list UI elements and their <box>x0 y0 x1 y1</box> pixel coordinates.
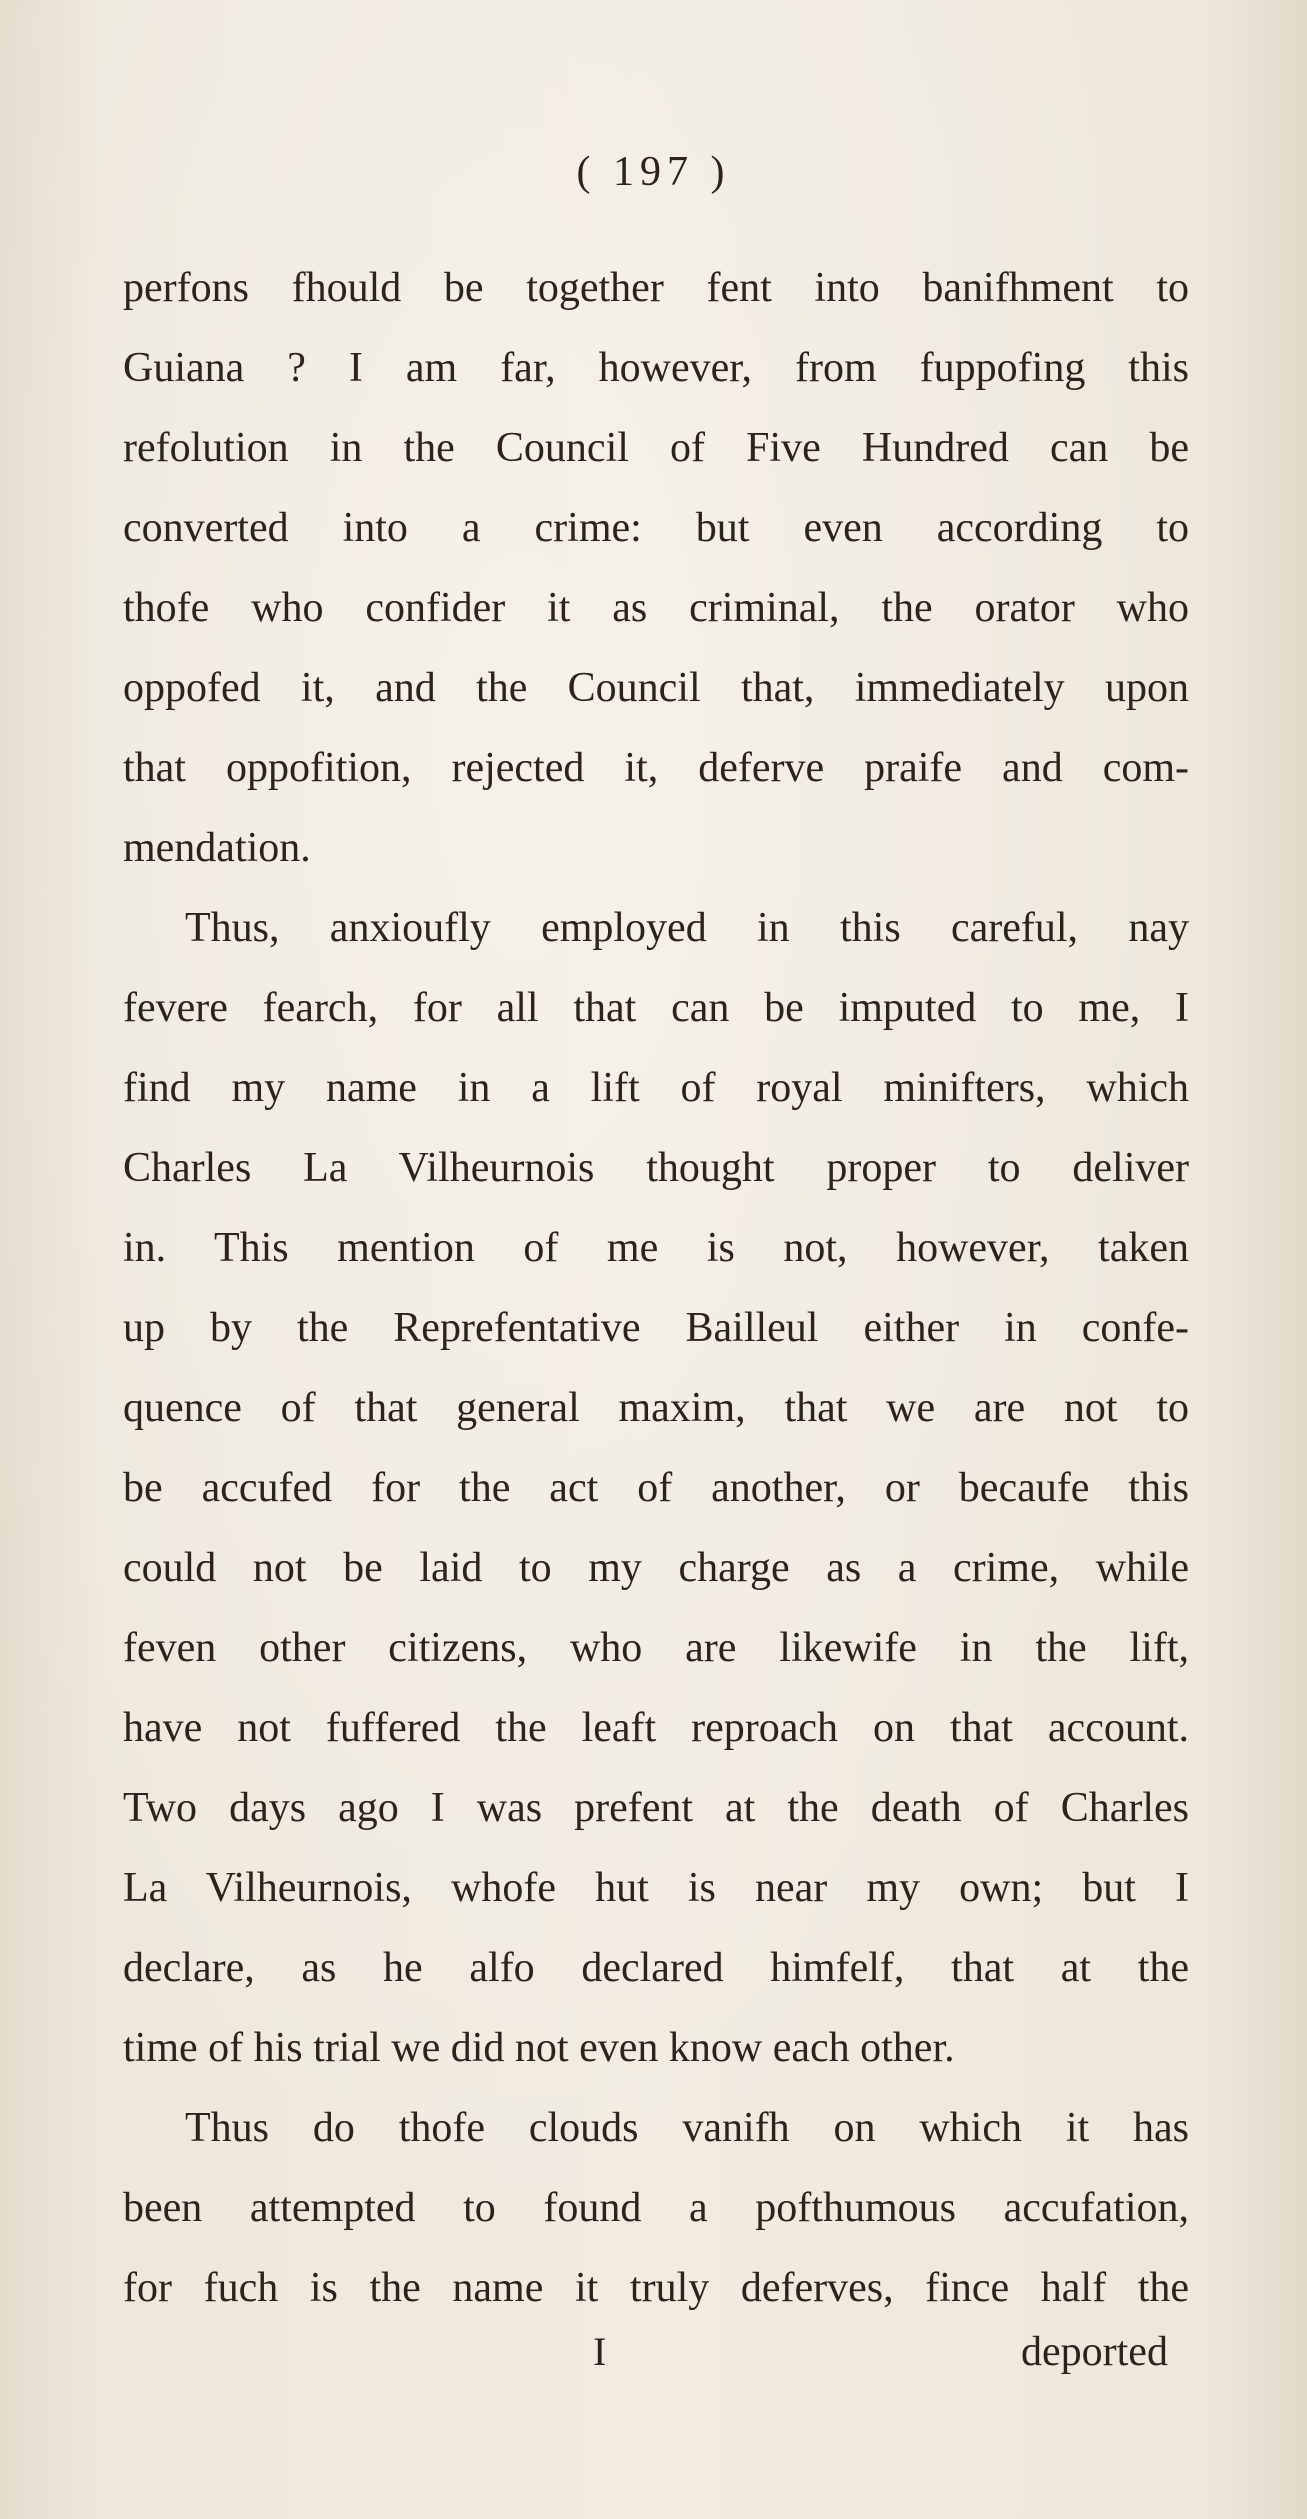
signature-mark: I <box>593 2329 607 2374</box>
text-line: refolution in the Council of Five Hundred can be <box>123 425 1189 471</box>
text-line: have not fuffered the leaft reproach on that account. <box>123 1705 1189 1751</box>
text-line: in. This mention of me is not, however, taken <box>123 1225 1189 1271</box>
text-line: could not be laid to my charge as a crime, while <box>123 1545 1189 1591</box>
page-number: ( 197 ) <box>576 149 731 195</box>
text-line: quence of that general maxim, that we are not to <box>123 1385 1189 1431</box>
text-line: converted into a crime: but even according to <box>123 505 1189 551</box>
text-line: feven other citizens, who are likewife in the lift, <box>123 1625 1189 1671</box>
body-text <box>123 248 1189 2375</box>
text-line: mendation. <box>123 825 311 871</box>
page-footer <box>123 2328 1189 2408</box>
text-line-paragraph-start: Thus, anxioufly employed in this careful, nay <box>185 905 1189 951</box>
text-line: Guiana ? I am far, however, from fuppofing this <box>123 345 1189 391</box>
text-line: for fuch is the name it truly deferves, fince half the <box>123 2265 1189 2311</box>
text-line: be accufed for the act of another, or becaufe this <box>123 1465 1189 1511</box>
text-line: Charles La Vilheurnois thought proper to deliver <box>123 1145 1189 1191</box>
text-line: perfons fhould be together fent into banifhment to <box>123 265 1189 311</box>
text-line: time of his trial we did not even know each other. <box>123 2025 955 2071</box>
text-line: oppofed it, and the Council that, immediately upon <box>123 665 1189 711</box>
text-line: that oppofition, rejected it, deferve praife and com- <box>123 745 1189 791</box>
text-line: thofe who confider it as criminal, the orator who <box>123 585 1189 631</box>
text-line: up by the Reprefentative Bailleul either in confe- <box>123 1305 1189 1351</box>
text-line: find my name in a lift of royal minifters, which <box>123 1065 1189 1111</box>
text-line: Two days ago I was prefent at the death of Charles <box>123 1785 1189 1831</box>
text-line: declare, as he alfo declared himfelf, that at the <box>123 1945 1189 1991</box>
text-line: been attempted to found a pofthumous accufation, <box>123 2185 1189 2231</box>
text-line-paragraph-start: Thus do thofe clouds vanifh on which it has <box>185 2105 1189 2151</box>
text-line: fevere fearch, for all that can be imputed to me, I <box>123 985 1189 1031</box>
text-line: La Vilheurnois, whofe hut is near my own; but I <box>123 1865 1189 1911</box>
catchword: deported <box>1021 2329 1168 2375</box>
